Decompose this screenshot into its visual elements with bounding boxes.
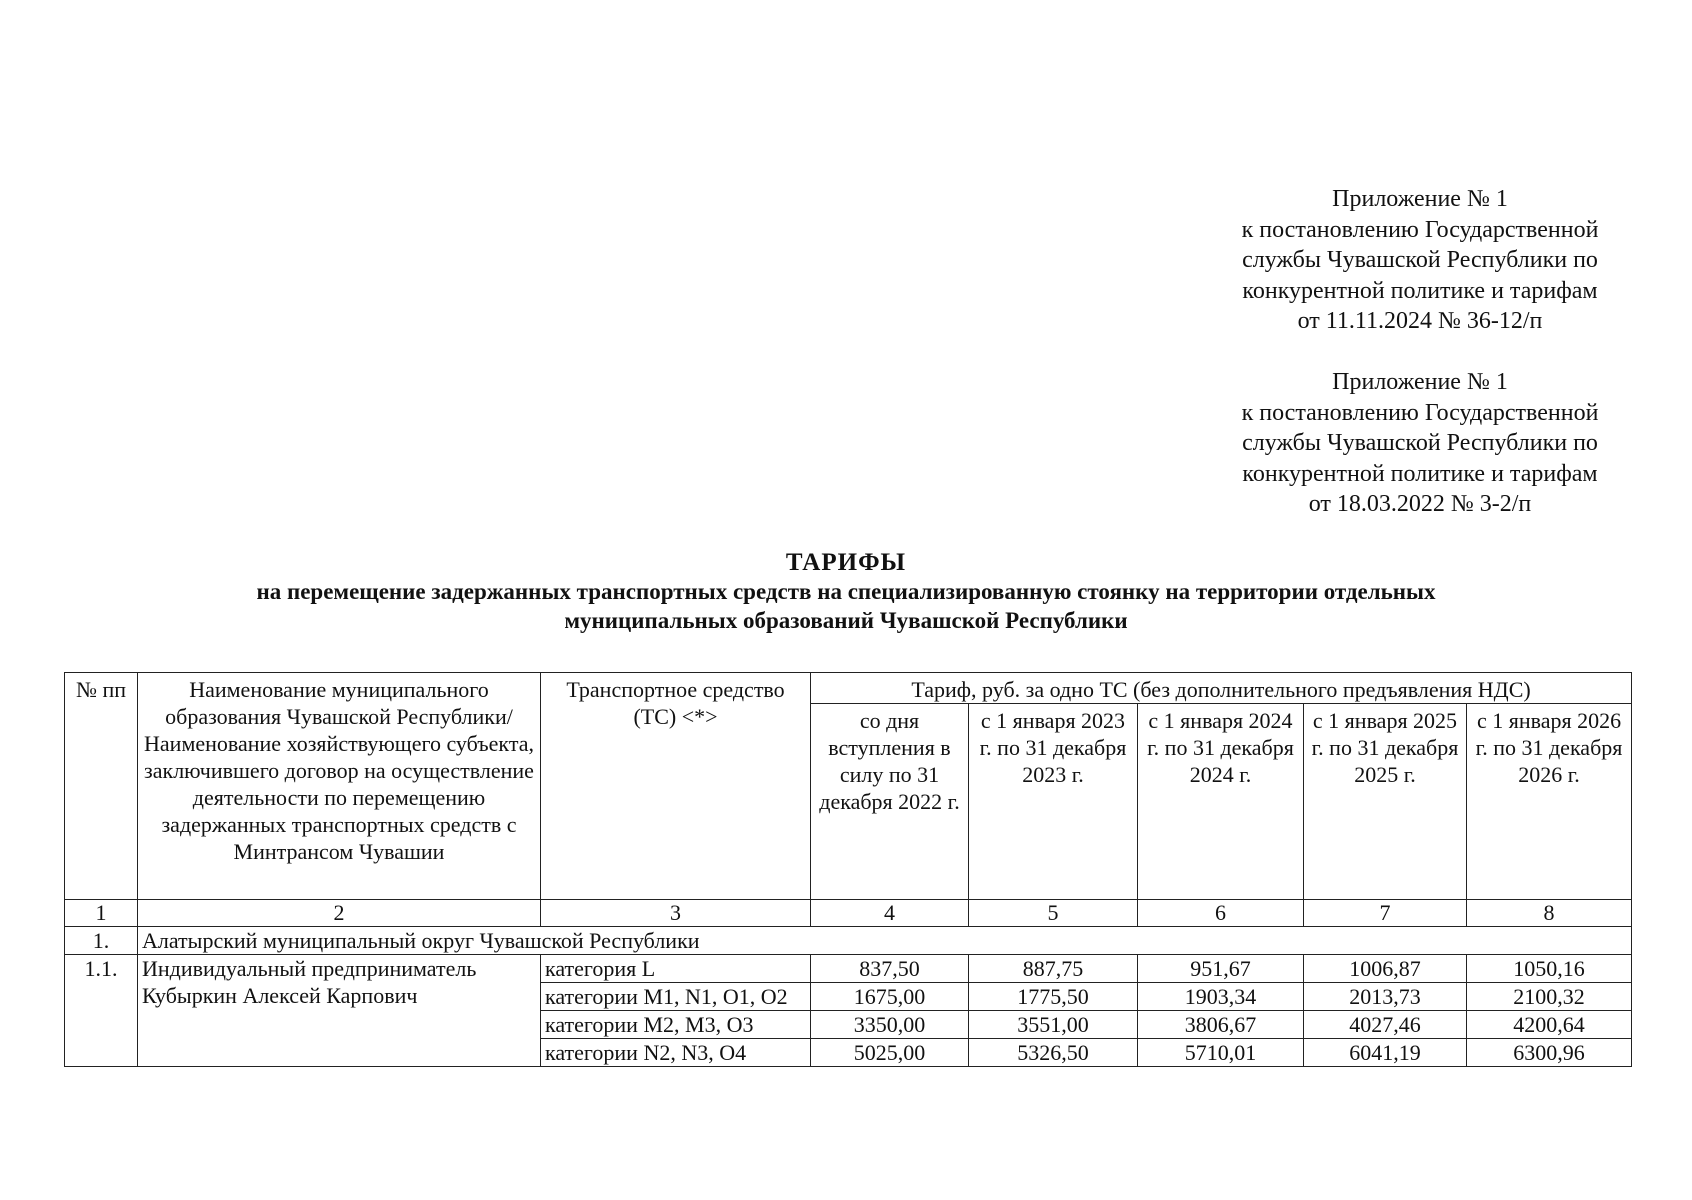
header-tariff-group: Тариф, руб. за одно ТС (без дополнительного предъявления НДС) (811, 673, 1632, 704)
tariff-value: 3806,67 (1138, 1011, 1304, 1039)
tariff-value: 951,67 (1138, 955, 1304, 983)
vehicle-category: категории M1, N1, O1, O2 (541, 983, 811, 1011)
tariff-value: 3551,00 (969, 1011, 1138, 1039)
appendix-reference-current (1200, 184, 1640, 337)
header-period: с 1 января 2024 г. по 31 декабря 2024 г. (1138, 704, 1304, 900)
appendix-line: службы Чувашской Республики по (1242, 430, 1598, 456)
appendix-line: Приложение № 1 (1332, 369, 1508, 395)
appendix-line: конкурентной политике и тарифам (1242, 460, 1598, 487)
column-number: 4 (811, 900, 969, 927)
header-period: со дня вступления в силу по 31 декабря 2022 г. (811, 704, 969, 900)
tariff-value: 5025,00 (811, 1039, 969, 1067)
entity-name: Индивидуальный предприниматель Кубыркин Алексей Карпович (138, 955, 541, 1067)
tariff-value: 837,50 (811, 955, 969, 983)
table-row (65, 955, 1632, 983)
title-line: на перемещение задержанных транспортных средств на специализированную стоянку на территории отдельных (256, 579, 1436, 604)
appendix-line: конкурентной политике и тарифам (1242, 277, 1598, 304)
vehicle-category: категории M2, M3, O3 (541, 1011, 811, 1039)
vehicle-category: категория L (541, 955, 811, 983)
appendix-line: от 18.03.2022 № 3-2/п (1308, 491, 1532, 517)
header-period: с 1 января 2023 г. по 31 декабря 2023 г. (969, 704, 1138, 900)
tariff-value: 5326,50 (969, 1039, 1138, 1067)
header-period: с 1 января 2025 г. по 31 декабря 2025 г. (1304, 704, 1467, 900)
vehicle-category: категории N2, N3, O4 (541, 1039, 811, 1067)
column-number: 6 (1138, 900, 1304, 927)
tariff-value: 1903,34 (1138, 983, 1304, 1011)
tariff-table (64, 672, 1632, 1067)
section-row (65, 927, 1632, 955)
tariff-value: 1050,16 (1467, 955, 1632, 983)
tariff-value: 4027,46 (1304, 1011, 1467, 1039)
column-number: 8 (1467, 900, 1632, 927)
appendix-reference-original (1200, 367, 1640, 520)
tariff-value: 887,75 (969, 955, 1138, 983)
column-number: 3 (541, 900, 811, 927)
tariff-value: 1775,50 (969, 983, 1138, 1011)
tariff-value: 2013,73 (1304, 983, 1467, 1011)
tariff-value: 6300,96 (1467, 1039, 1632, 1067)
tariff-value: 2100,32 (1467, 983, 1632, 1011)
document-title (0, 548, 1692, 635)
tariff-value: 1675,00 (811, 983, 969, 1011)
tariff-value: 6041,19 (1304, 1039, 1467, 1067)
appendix-line: Приложение № 1 (1332, 186, 1508, 212)
title-line: муниципальных образований Чувашской Республики (564, 608, 1128, 633)
column-number: 7 (1304, 900, 1467, 927)
appendix-line: к постановлению Государственной (1241, 399, 1599, 426)
tariff-value: 3350,00 (811, 1011, 969, 1039)
appendix-line: службы Чувашской Республики по (1242, 247, 1598, 273)
column-number-row (65, 900, 1632, 927)
header-period: с 1 января 2026 г. по 31 декабря 2026 г. (1467, 704, 1632, 900)
appendix-line: от 11.11.2024 № 36-12/п (1297, 308, 1543, 334)
column-number: 1 (65, 900, 138, 927)
column-number: 5 (969, 900, 1138, 927)
entity-num: 1.1. (65, 955, 138, 1067)
header-vehicle: Транспортное средство (ТС) <*> (541, 673, 811, 900)
appendix-line: к постановлению Государственной (1241, 216, 1599, 243)
tariff-value: 1006,87 (1304, 955, 1467, 983)
section-name: Алатырский муниципальный округ Чувашской Республики (138, 927, 1632, 955)
column-number: 2 (138, 900, 541, 927)
tariff-value: 4200,64 (1467, 1011, 1632, 1039)
header-num: № пп (65, 673, 138, 900)
title-main: ТАРИФЫ (785, 549, 907, 576)
section-num: 1. (65, 927, 138, 955)
header-name: Наименование муниципального образования Чувашской Республики/ Наименование хозяйствующего субъекта, заключившего договор на осуществление деятельности по перемещению задержанных транспортных средств с Минтрансом Чувашии (138, 673, 541, 900)
tariff-value: 5710,01 (1138, 1039, 1304, 1067)
